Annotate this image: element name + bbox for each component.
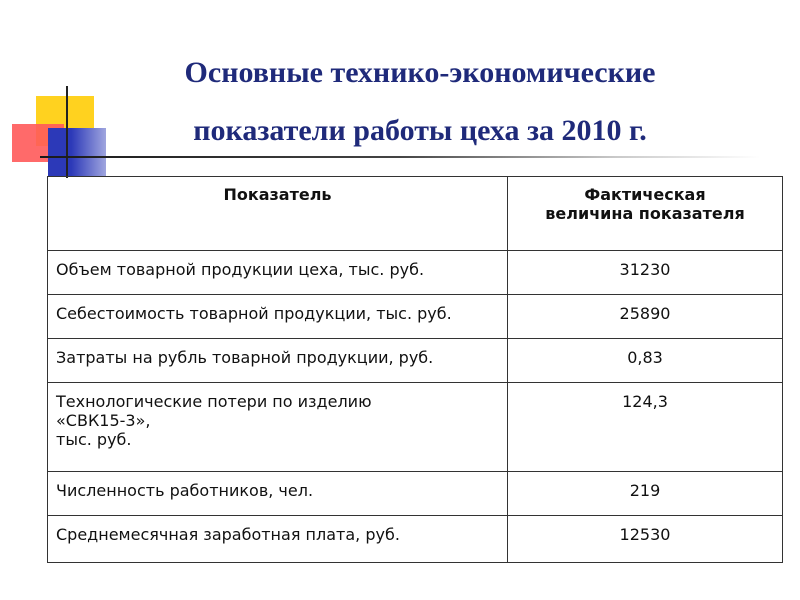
row-value: 124,3 [508,383,783,472]
title-line-1: Основные технико-экономические [184,56,656,89]
title-line-2: показатели работы цеха за 2010 г. [193,114,647,147]
row-value: 12530 [508,516,783,563]
table-header-row [48,177,783,251]
header-value [508,177,783,251]
table-row [48,472,783,516]
table-row [48,251,783,295]
row-value: 31230 [508,251,783,295]
table-row [48,295,783,339]
row-indicator: Объем товарной продукции цеха, тыс. руб. [48,251,508,295]
table-row [48,516,783,563]
row-value: 219 [508,472,783,516]
header-value-line-1: Фактическая [584,185,706,204]
header-indicator: Показатель [48,177,508,251]
row-indicator: Численность работников, чел. [48,472,508,516]
row-indicator [48,383,508,472]
row-indicator: Затраты на рубль товарной продукции, руб. [48,339,508,383]
table-row [48,339,783,383]
row-indicator-line-2: «СВК15-3», [56,411,151,430]
decor-vertical-line [66,86,68,178]
page-title [120,44,720,160]
row-indicator-line-1: Технологические потери по изделию [56,392,372,411]
row-indicator-line-3: тыс. руб. [56,430,132,449]
header-value-line-2: величина показателя [545,204,745,223]
row-value: 25890 [508,295,783,339]
row-value: 0,83 [508,339,783,383]
indicators-table [47,176,783,563]
decor-blue-fade [48,128,106,176]
row-indicator: Среднемесячная заработная плата, руб. [48,516,508,563]
row-indicator: Себестоимость товарной продукции, тыс. руб. [48,295,508,339]
table-row [48,383,783,472]
